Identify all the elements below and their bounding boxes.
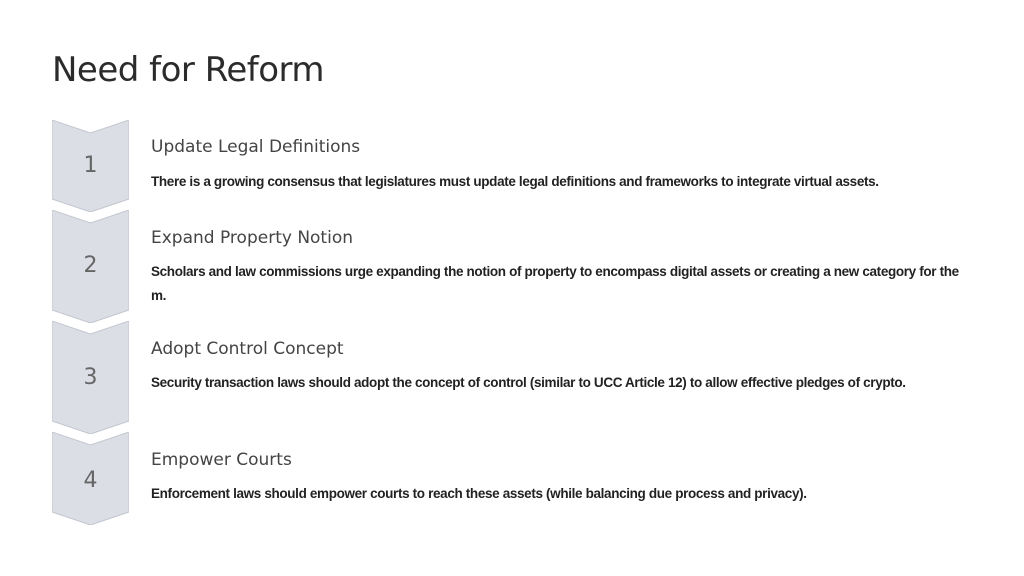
- step-number-4: 4: [83, 468, 98, 493]
- step-number-1: 1: [83, 153, 98, 178]
- chevron-4: [52, 432, 129, 525]
- step-number-3: 3: [83, 365, 98, 390]
- chevron-1: [52, 120, 129, 212]
- step-number-2: 2: [83, 253, 98, 278]
- step-heading-4: Empower Courts: [151, 450, 292, 470]
- slide-title: Need for Reform: [52, 50, 325, 90]
- step-body-4: Enforcement laws should empower courts to reach these assets (while balancing due process and privacy).: [151, 486, 807, 501]
- step-heading-3: Adopt Control Concept: [151, 339, 344, 359]
- step-body-3: Security transaction laws should adopt the concept of control (similar to UCC Article 12) to allow effective pledges of crypto.: [151, 375, 906, 390]
- step-body-1: There is a growing consensus that legislatures must update legal definitions and frameworks to integrate virtual assets.: [151, 174, 879, 189]
- chevron-2: [52, 210, 129, 323]
- step-heading-1: Update Legal Definitions: [151, 137, 361, 157]
- step-heading-2: Expand Property Notion: [151, 228, 353, 248]
- step-body-2: Scholars and law commissions urge expanding the notion of property to encompass digital assets or creating a new category for them.: [151, 264, 959, 303]
- chevron-3: [52, 321, 129, 434]
